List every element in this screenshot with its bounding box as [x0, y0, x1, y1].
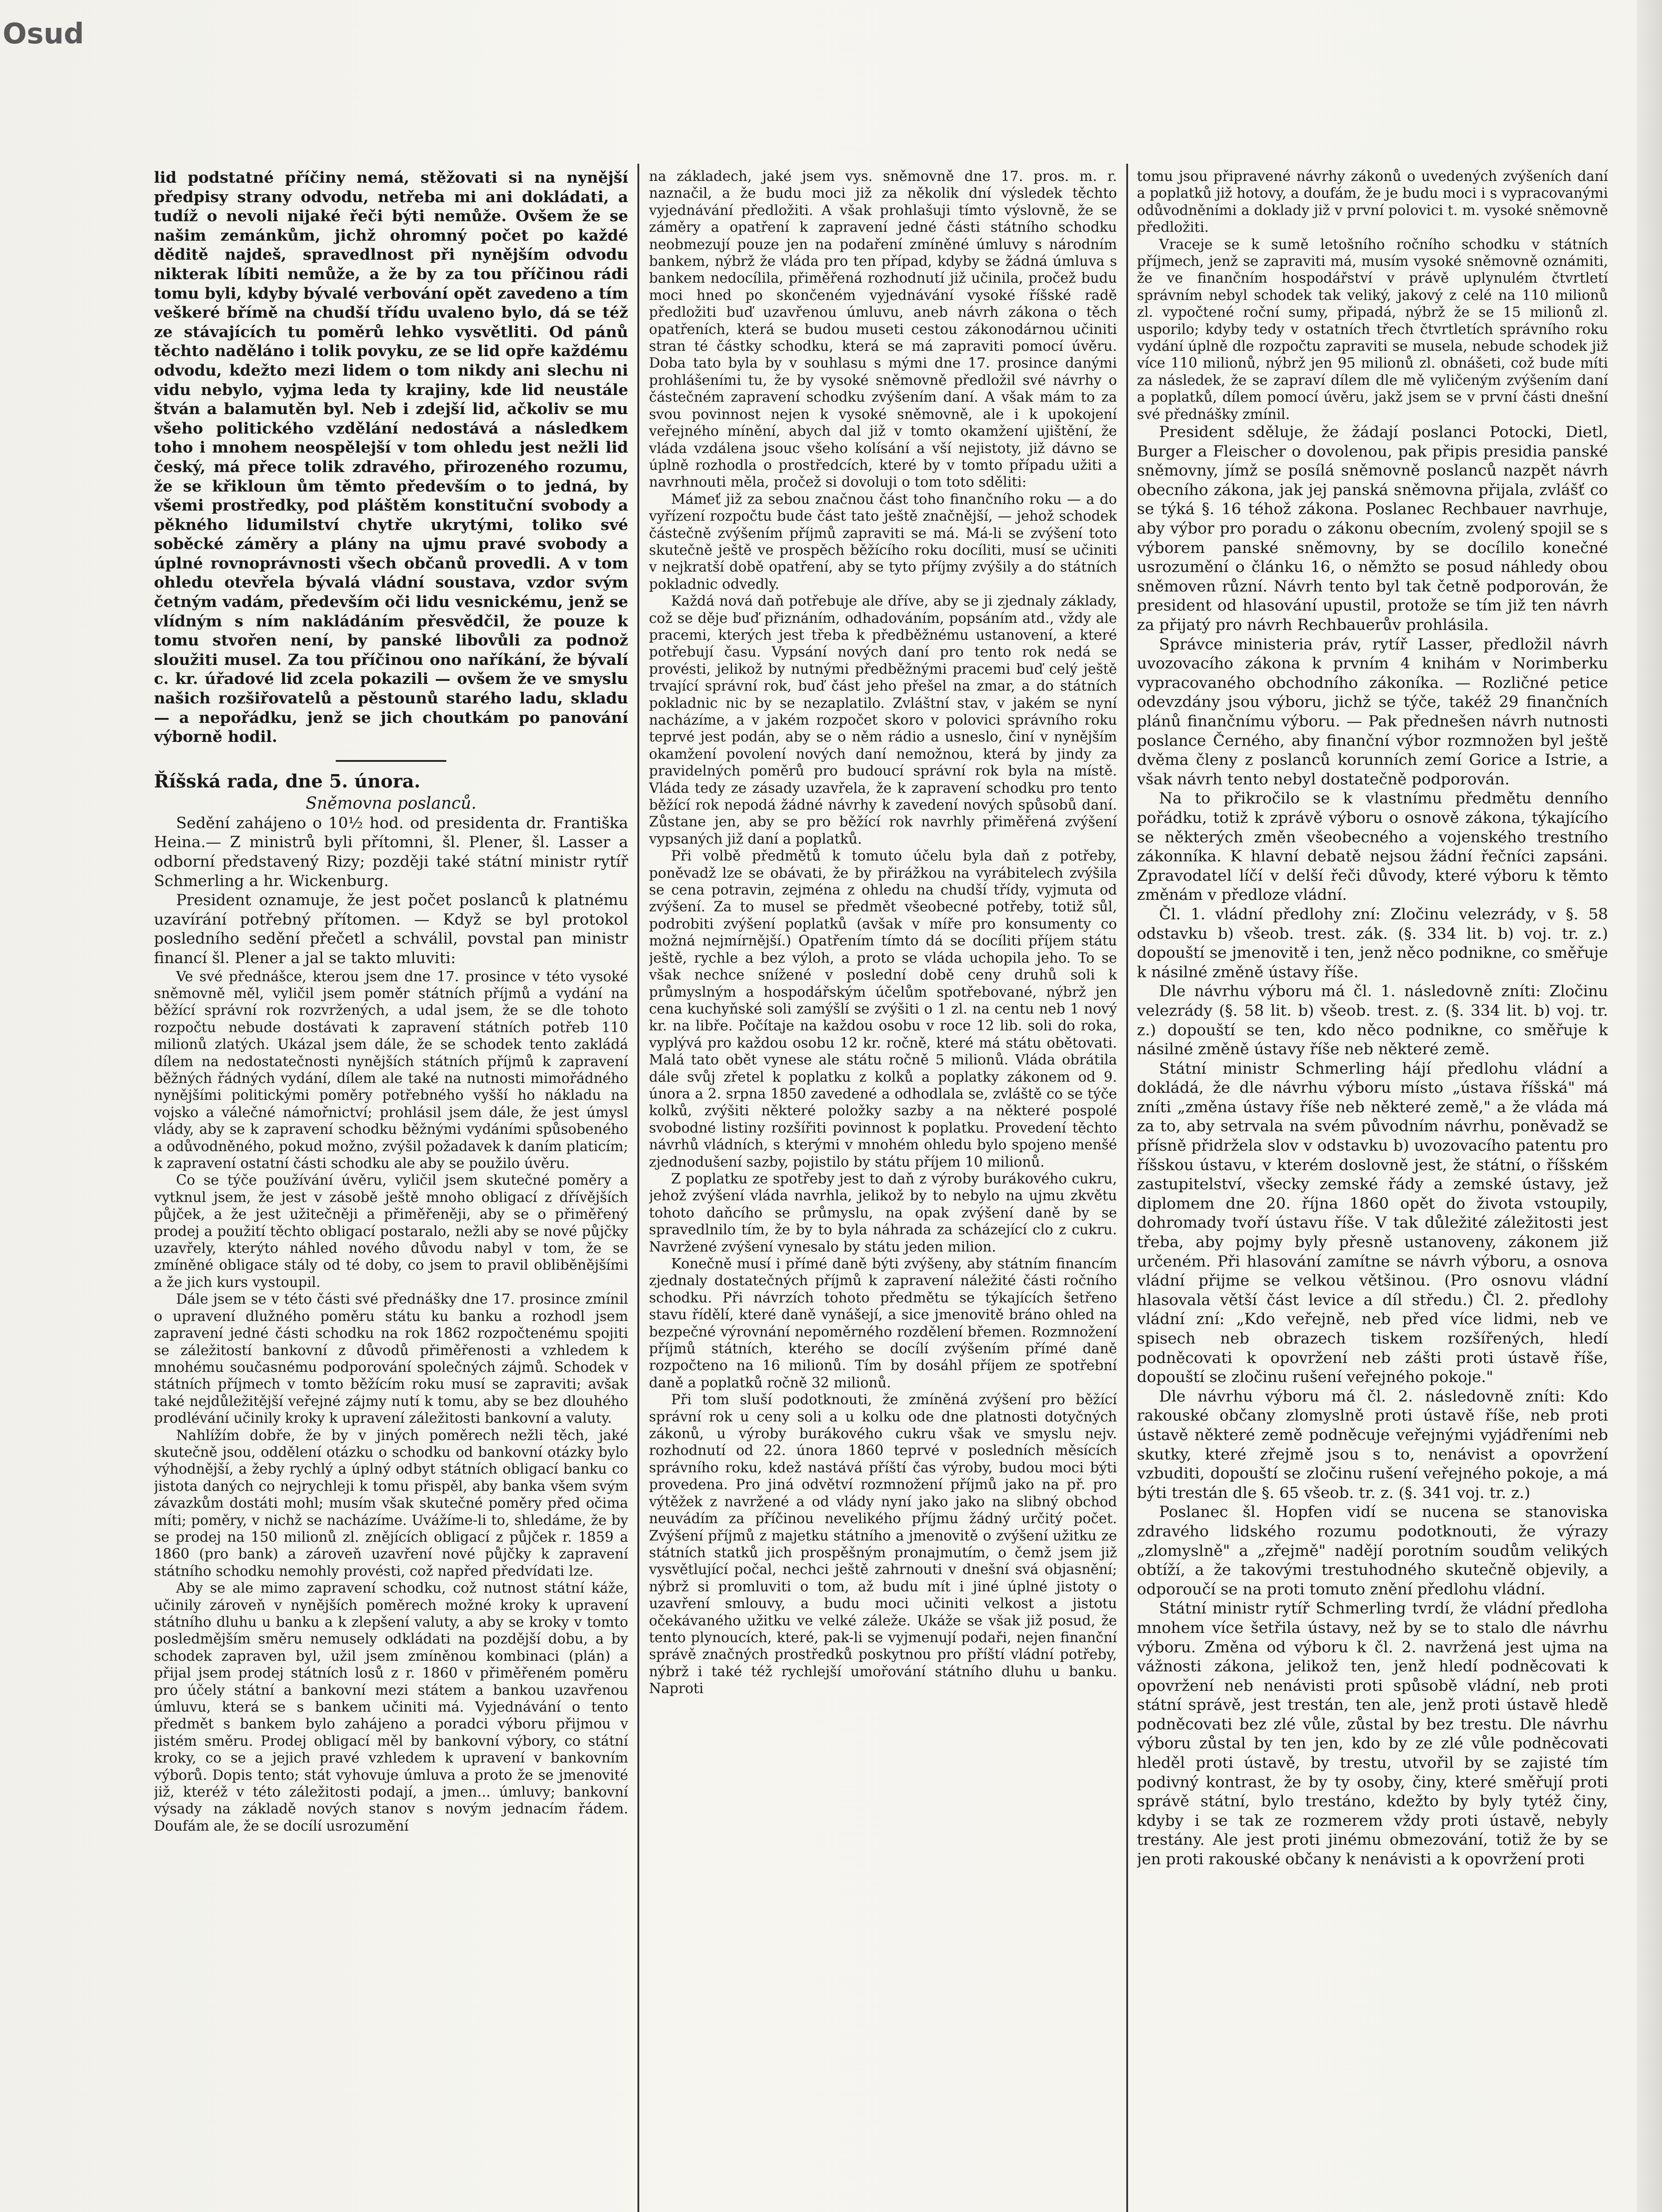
column-1	[154, 168, 628, 2212]
paragraph: Mámeť již za sebou značnou část toho finančního roku — a do vyřízení rozpočtu bude část tato ještě značnější, — jehož schodek částečně zvýšením příjmů zapraviti se má. Má-li se zvýšení toto skutečně ještě ve prospěch běžícího roku docíliti, musí se učiniti v nejkratší době opatření, aby se tyto příjmy zvýšily a do státních pokladnic odvedly.	[649, 491, 1117, 592]
paragraph: Každá nová daň potřebuje ale dříve, aby se ji zjednaly základy, což se děje buď přiznáním, odhadováním, popsáním atd., vždy ale pracemi, kterých jest třeba k předběžnému ustanovení, a které potřebují času. Vypsání nových daní pro tento rok nedá se provésti, jelikož by nutnými předběžnými pracemi buď celý ještě trvající správní rok, buď část jeho přešel na zmar, a do státních pokladnic nic by se nezaplatilo. Zvláštní stav, v jakém se nyní nacházíme, a v jakém rozpočet skoro v polovici správního roku teprvé jest podán, aby se o něm rádio a usneslo, činí v nynějším okamžení povolení nových daní nemožnou, která by jindy za pravidelných poměrů pro budoucí správní rok byla na místě. Vláda tedy ze zásady uzavřela, že k zapravení schodku pro tento běžící rok nepodá žádné návrhy k zavedení nových spůsobů daní. Zůstane jen, aby se pro běžící rok navrhly přiměřená zvýšení vypsaných již daní a poplatků.	[649, 593, 1117, 847]
paragraph: Dále jsem se v této části své přednášky dne 17. prosince zmínil o upravení dlužného poměru státu ku banku a rozhodl jsem zapravení jedné části schodku na rok 1862 rozpočtenému spojiti se záležitostí bankovní z důvodů přiměřenosti a vzhledem k mnohému současnému podporování společných zájmů. Schodek v státních příjmech v tomto běžícím roku musí se zapraviti; avšak také nejdůležitější veřejné zájmy nutí k tomu, aby se bez dlouhého prodlévání učinily kroky k upravení záležitosti bankovní a valuty.	[154, 1291, 628, 1427]
paragraph: Z poplatku ze spotřeby jest to daň z výroby burákového cukru, jehož zvýšení vláda navrhla, jelikož by to nebylo na ujmu zkvětu tohoto daňcího se průmyslu, na opak zvýšení daně by se spravedlnilo tím, že by to byla náhrada za scházející clo z cukru. Navržené zvýšení vynesalo by státu jeden milion.	[649, 1171, 1117, 1255]
column-2	[649, 168, 1117, 2212]
paragraph: Dle návrhu výboru má čl. 1. následovně zníti: Zločinu velezrády (§. 58 lit. b) všeob. trest. z. (§. 334 lit. b) voj. tr. z.) dopouští se ten, kdo něco podnikne, co směřuje k násilné změně ústavy říše neb některé země.	[1137, 983, 1608, 1059]
paragraph: Co se týče používání úvěru, vyličil jsem skutečné poměry a vytknul jsem, že jest v zásobě ještě mnoho obligací z dřívějších půjček, a že jest užitečněji a přiměřeněji, aby se o přiměřený prodej a použití těchto obligací postaralo, nežli aby se nové půjčky uzavřely, kterýto náhled nového důvodu nabyl v tom, že se zmíněné obligace stály od té doby, co jsem to pravil obliběnějšími a že jich kurs vystoupil.	[154, 1172, 628, 1290]
section-subheading: Sněmovna poslanců.	[306, 793, 476, 813]
paragraph: Čl. 1. vládní předlohy zní: Zločinu velezrády, v §. 58 odstavku b) všeob. trest. zák. (§. 334 lit. b) voj. tr. z.) dopouští se jmenovitě i ten, jenž něco podnikne, co směřuje k násilné změně ústavy říše.	[1137, 905, 1608, 981]
paragraph: Státní ministr rytíř Schmerling tvrdí, že vládní předloha mnohem více šetřila ústavy, než by se to stalo dle návrhu výboru. Změna od výboru k čl. 2. navržená jest ujma na vážnosti zákona, jelikož ten, jenž hledí podněcovati k opovržení neb nenávisti proti spůsobě vládní, neb proti státní správě, jest trestán, ten ale, jenž proti ústavě hledě podněcovati bez zlé vůle, zůstal by bez trestu. Dle návrhu výboru zůstal by ten jen, kdo by ze zlé vůle podněcovati hleděl proti ústavě, by trestu, utvořil by se zajisté tím podivný kontrast, že by ty osoby, činy, které směřují proti správě státní, bylo trestáno, kdežto by byly tytéž činy, kdyby i se tak ze rozmerem vždy proti ústavě, nebyly trestány. Ale jest proti jinému obmezování, totiž že by se jen proti rakouské občany k nenávisti a k opovržení proti	[1137, 1600, 1608, 1869]
paragraph: Konečně musí i přímé daně býti zvýšeny, aby státním financím zjednaly dostatečných příjmů k zapravení náležité části ročního schodku. Při návrzích tohoto předmětu se týkajících šetřeno stavu řídělí, které daně vynášejí, a sice jmenovitě bráno ohled na bezpečné výrovnání nepoměrného rozdělení břemen. Rozmnožení příjmů státních, kterého se docílí zvýšením přímé daně rozpočteno na 16 milionů. Tím by dosáhl příjem ze spotřební daně a poplatků ročně 32 milionů.	[649, 1256, 1117, 1391]
paragraph: President sděluje, že žádají poslanci Potocki, Dietl, Burger a Fleischer o dovolenou, pak připis presidia panské sněmovny, jímž se posílá sněmovně poslanců nazpět návrh obecního zákona, jak jej panská sněmovna přijala, zvlášť co se týká §. 16 téhož zákona. Poslanec Rechbauer navrhuje, aby výbor pro poradu o zákonu obecním, zvolený spojil se s výborem panské sněmovny, by se docílilo konečné usrozumění o článku 16, o němžto se posud náhledy obou sněmoven různí. Návrh tento byl tak četně podporován, že president od hlasování upustil, protože se tím již ten návrh za přijatý pro návrh Rechbauerův prohlásila.	[1137, 423, 1608, 634]
page-corner-mark: Osud	[3, 18, 84, 50]
paragraph: Na to přikročilo se k vlastnímu předmětu denního pořádku, totiž k zprávě výboru o osnově zákona, týkajícího se některých změn všeobecného a vojenského trestního zákonníka. K hlavní debatě nejsou žádní řečníci zapsáni. Zpravodatel líčí v delší řeči důvody, které výboru k těmto změnám v předloze vládní.	[1137, 790, 1608, 904]
column-divider-1	[637, 164, 639, 2212]
paragraph: Vraceje se k sumě letošního ročního schodku v státních příjmech, jenž se zapraviti má, musím vysoké sněmovně oznámiti, že ve finančním hospodářství v právě uplynulém čtvrtletí správním nebyl schodek tak veliký, jakový z celé na 110 milionů zl. vypočtené roční sumy, připadá, nýbrž že se 15 milionů zl. usporilo; kdyby tedy v ostatních třech čtvrtletích správního roku vydání úplně dle rozpočtu zapraviti se musela, nebude schodek již více 110 milionů, nýbrž jen 95 milionů zl. obnášeti, což bude míti za následek, že se zapraví dílem dle mě vyličeným zvýšením daní a poplatků, dílem pomocí úvěru, jakž jsem se v první části dnešní své přednášky zmínil.	[1137, 236, 1608, 422]
paragraph: tomu jsou připravené návrhy zákonů o uvedených zvýšeních daní a poplatků již hotovy, a doufám, že je budu moci i s vypracovanými odůvodněními a doklady již v první polovici t. m. vysoké sněmovně předložiti.	[1137, 169, 1608, 236]
paragraph: Při volbě předmětů k tomuto účelu byla daň z potřeby, poněvadž lze se obávati, že by přirážkou na vyrábitelech zvýšila se cena potravin, zejména z ohledu na chudší třídy, vyjmuta od zvýšení. Za to musel se předmět všeobecné potřeby, totiž sůl, podrobiti zvýšení poplatků (avšak v míře pro konsumenty co možná nejmírnější.) Opatřením tímto dá se docíliti příjem státu ještě, rychle a bez výloh, a proto se vláda uchopila jeho. To se však nechce snížené v poslední době ceny druhů soli k průmyslným a hospodářským účelům spotřebované, nýbrž jen cena kuchyňské soli zamýšlí se zvýšiti o 1 zl. na centu neb 1 nový kr. na libře. Počítaje na každou osobu v roce 12 lib. soli do roka, vyplývá pro každou osobu 12 kr. ročně, které má státu obětovati. Malá tato obět vynese ale státu ročně 5 milionů. Vláda obrátila dále svůj zřetel k poplatku z kolků a poplatky zákonem od 9. února a 2. srpna 1850 zavedené a odhodlala se, zvláště co se týče kolků, zvýšiti některé položky sazby a na některé pospolé svobodné listiny rozšířiti povinnost k poplatku. Provedení těchto návrhů vládních, s kterými v mnohém ohledu bylo spojeno menšé zjednodušení sazby, pojistilo by státu příjem 10 milionů.	[649, 848, 1117, 1170]
paragraph: na základech, jaké jsem vys. sněmovně dne 17. pros. m. r. naznačil, a že budu moci již za několik dní výsledek těchto vyjednávání předložiti. A však prohlašuji tímto výslovně, že se záměry a opatření k zapravení jedné části státního schodku neobmezují pouze jen na podaření zmíněné úmluvy s národním bankem, nýbrž že vláda pro ten případ, kdyby se žádná úmluva s bankem nedocílila, přiměřená rozhodnutí již učinila, pročež budu moci hned po skončeném vyjednávání vysoké říšské radě předložiti buď uzavřenou úmluvu, aneb návrh zákona o těch opatřeních, která se budou museti cestou zákonodárnou učiniti stran té částky schodku, která se má zapraviti pomocí úvěru. Doba tato byla by v souhlasu s mými dne 17. prosince danými prohlášeními tu, že by vysoké sněmovně předložil své návrhy o částečném zapravení schodku zvýšením daní. A však mám to za svou povinnost nejen k vysoké sněmovně, ale i k upokojení veřejného mínění, abych dal již v tomto okamžení ujištění, že vláda vzdálena jsouc všeho kolísání a vší nejistoty, již dávno se úplně rozhodla o prostředcích, které by v tomto případu užiti a navrhnouti měla, pročež si dovoluji o tom toto sděliti:	[649, 169, 1117, 491]
paragraph: Státní ministr Schmerling hájí předlohu vládní a dokládá, že dle návrhu výboru místo „ústava říšská" má zníti „změna ústavy říše neb některé země," a že vláda má za to, aby setrvala na svém původním návrhu, poněvadž se přísně přidržela slov v odstavku b) uvozovacího patentu pro říšskou ústavu, v kterém doslovně jest, že státní, o říšském zastupitelství, všecky zemské řády a zemské ústavy, jež diplomem dne 20. října 1860 opět do života vstoupily, dohromady tvoří ústavu říše. V tak důležité záležitosti jest třeba, aby pojmy byly přesně ustanoveny, zákonem již určeném. Při hlasování zamítne se návrh výboru, a osnova vládní přijme se velkou většinou. (Pro osnovu vládní hlasovala větší část levice a díl středu.) Čl. 2. předlohy vládní zní: „Kdo veřejně, neb před více lidmi, neb ve spisech neb obrazech tiskem rozšířených, hledí podněcovati k opovržení neb zášti proti ústavě říše, dopouští se zločinu rušení veřejného pokoje."	[1137, 1060, 1608, 1386]
column-3	[1137, 168, 1608, 2212]
speech-block	[649, 168, 1117, 1697]
section-divider	[336, 760, 446, 762]
paragraph: Správce ministeria práv, rytíř Lasser, předložil návrh uvozovacího zákona k prvním 4 knihám v Norimberku vypracovaného obchodního zákoníka. — Rozličné petice odevzdány jsou výboru, jichž se týče, takéž 29 finančních plánů finančnímu výboru. — Pak přednešen návrh nutnosti poslance Černého, aby finanční výbor rozmnožen byl ještě dvěma členy z poslanců korunních zemí Gorice a Istrie, a však návrh tento nebyl dostatečně podporován.	[1137, 635, 1608, 788]
speech-block	[1137, 168, 1608, 423]
paragraph: lid podstatné příčiny nemá, stěžovati si na nynější předpisy strany odvodu, netřeba mi ani dokládati, a tudíž o nevoli nijaké řeči býti nemůže. Ovšem že se našim zemánkům, jichž ohromný počet po každé děditě najdeš, spravedlnost při nynějším odvodu nikterak líbiti nemůže, a že by za tou příčinou rádi tomu byli, kdyby bývalé verbování opět zavedeno a tím veškeré břímě na chudší třídu uvaleno bylo, dá se též ze stávajících tu poměrů lehko vysvětliti. Od pánů těchto naděláno i tolik povyku, ze se lid opře každému odvodu, kdežto mezi lidem o tom nikdy ani slechu ni vidu nebylo, vyjma leda ty krajiny, kde lid neustále štván a balamutěn byl. Neb i zdejší lid, ačkoliv se mu všeho politického vzdělání nedostává a následkem toho i mnohem neospělejší v tom ohledu jest nežli lid český, má přece tolik zdravého, přirozeného rozumu, že se křikloun ům těmto především o to jedná, by všemi prostředky, pod pláštěm konstituční svobody a pěkného lidumilství chytře ukrytými, toliko své soběcké záměry a plány na ujmu pravé svobody a úplné rovnoprávnosti všech občanů provedli. A v tom ohledu otevřela bývalá vládní soustava, vzdor svým četným vadám, především oči lidu vesnickému, jenž se vlídným s ním nakládáním přesvědčil, že pouze k tomu stvořen není, by panské libovůli za podnož sloužiti musel. Za tou příčinou ono naříkání, že bývalí c. kr. úřadové lid zcela pokazili — ovšem že ve smyslu našich rozšiřovatelů a pěstounů starého ladu, skladu — a nepořádku, jenž se jich choutkám po panování výborně hodil.	[154, 169, 628, 746]
column-divider-2	[1126, 164, 1128, 2212]
speech-block	[154, 968, 628, 1835]
paragraph: Aby se ale mimo zapravení schodku, což nutnost státní káže, učinily zároveň v nynějších poměrech možné kroky k upravení státního dluhu u banku a k zlepšení valuty, a aby se kroky v tomto posledmějším směru nemusely odkládati na pozdější dobu, a by schodek zapraven byl, užil jsem zmíněnou kombinaci (plán) a přijal jsem prodej státních losů z r. 1860 v přiměřeném poměru pro účely státní a bankovní mezi státem a bankou uzavřenou úmluvu, která se s bankem učiniti má. Vyjednávání o tento předmět s bankem bylo zahájeno a poradci výboru přijmou v jistém směru. Prodej obligací měl by bankovní výbory, co státní kroky, co se a jejich pravé vzhledem k upravení v bankovním výborů. Dopis tento; stát vyhovuje úmluva a proto že se jmenovité již, kteréž v této záležitosti podají, a jmen... úmluvy; bankovní výsady na základě nových stanov s novým jednacím řádem. Doufám ale, že se docílí usrozumění	[154, 1580, 628, 1834]
paragraph: Při tom sluší podotknouti, že zmíněná zvýšení pro běžící správní rok u ceny soli a u kolku ode dne platnosti dotyčných zákonů, u výroby burákového cukru však ve smyslu nejv. rozhodnutí od 22. února 1860 teprvé v posledních měsících správního roku, kdež nastává příští čas výroby, budou moci býti provedena. Pro jiná odvětví rozmnožení příjmů jako na př. pro výtěžek z navržené a od vlády nyní jako jako na slibný obchod neuvádím za příčinou nevelikého příjmu žádný určitý počet. Zvýšení příjmů z majetku státního a jmenovitě o zvýšení užitku ze státních statků jich prospěšným pronajmutím, o čemž jsem již vysvětlující počal, nechci ještě zahrnouti v dnešní svá objasnění; nýbrž si promluviti o tom, až budu mít i jiné úplné jistoty o uzavření smlouvy, a budu moci učiniti velkost a jistotu očekávaného užitku ve velké záleže. Ukáže se však již posud, že tento plynoucích, které, pak-li se vyjmenují podaři, nejen finanční správě značných prostředků poskytnou pro příští vládní potřeby, nýbrž i také též rychlejší umořování státního dluhu u banku. Naproti	[649, 1392, 1117, 1697]
section-heading: Říšská rada, dne 5. února.	[154, 770, 421, 792]
paragraph: Dle návrhu výboru má čl. 2. následovně zníti: Kdo rakouské občany zlomyslně proti ústavě říše, neb proti ústavě některé země podněcuje veřejnými vyjádřeními neb skutky, které zřejmě jsou s to, nenávist a opovržení vzbuditi, dopouští se zločinu rušení veřejného pokoje, a má býti trestán dle §. 65 všeob. tr. z. (§. 341 voj. tr. z.)	[1137, 1387, 1608, 1502]
page-edge-shadow	[1637, 0, 1662, 2212]
paragraph: Sedění zahájeno o 10½ hod. od presidenta dr. Františka Heina.— Z ministrů byli přítomni, šl. Plener, šl. Lasser a odborní představený Rizy; později také státní ministr rytíř Schmerling a hr. Wickenburg.	[154, 814, 628, 890]
paragraph: President oznamuje, že jest počet poslanců k platnému uzavírání potřebný přítomen. — Když se byl protokol posledního sedění přečetl a schválil, povstal pan ministr financí šl. Plener a jal se takto mluviti:	[154, 891, 628, 967]
paragraph: Nahlížím dobře, že by v jiných poměrech nežli těch, jaké skutečně jsou, oddělení otázku o schodku od bankovní otázky bylo výhodnější, a žeby rychlý a úplný odbyt státních obligací banku co jistota daných co nejrychleji k tomu přispěl, aby banka všem svým závazkům dostáti mohl; musím však skutečné poměry před očima míti; poměry, v nichž se nacházíme. Uvážíme-li to, shledáme, že by se prodej na 150 milionů zl. znějících obligací z půjček r. 1859 a 1860 (pro bank) a zároveň uzavření nové půjčky k zapravení státního schodku nemohly provésti, což napřed předvídati lze.	[154, 1427, 628, 1579]
paragraph: Ve své přednášce, kterou jsem dne 17. prosince v této vysoké sněmovně měl, vyličil jsem poměr státních příjmů a vydání na běžící správní rok rozvržených, a udal jsem, že se dle tohoto rozpočtu nebude dostávati k zapravení státních potřeb 110 milionů zlatých. Ukázal jsem dále, že se schodek tento zakládá dílem na nedostatečnosti nynějších státních příjmů k zapravení běžných řádných vydání, dílem ale také na nutnosti mimořádného nynějšími politickými poměry potřebného vyšší ho nákladu na vojsko a válečné námořnictví; prohlásil jsem dále, že jest úmysl vlády, aby se k zapravení schodku běžnými vydáními spůsobeného a odůvodněného, pokud možno, zvýšil požadavek k daním platicím; k zapravení ostatní části schodku ale aby se použilo úvěru.	[154, 968, 628, 1172]
paragraph: Poslanec šl. Hopfen vidí se nucena se stanoviska zdravého lidského rozumu podotknouti, že výrazy „zlomyslně" a „zřejmě" nadějí porotním soudům velikých obtíží, a že takovými trestuhodného skutečně objevily, a odporoučí se na proti tomuto znění předlohu vládní.	[1137, 1503, 1608, 1598]
